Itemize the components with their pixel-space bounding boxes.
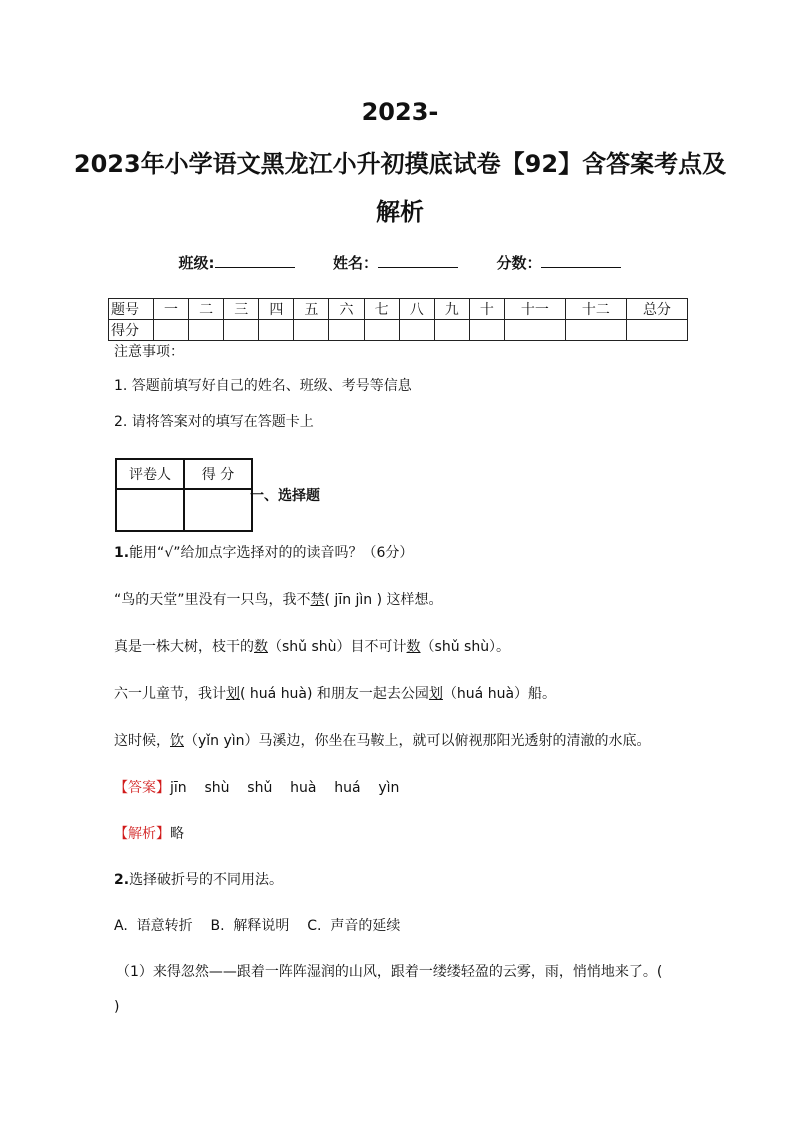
score-cell[interactable] xyxy=(259,320,294,341)
score-cell[interactable] xyxy=(565,320,626,341)
q1-line-2-marked-char: 数 xyxy=(254,639,268,655)
score-header-cell: 一 xyxy=(154,299,189,320)
section-title: 一、选择题 xyxy=(250,488,320,504)
grader-score-label: 得 分 xyxy=(184,459,252,489)
score-cell[interactable] xyxy=(399,320,434,341)
q1-line-2-marked-char: 数 xyxy=(406,639,421,655)
score-cell[interactable] xyxy=(189,320,224,341)
q1-line-1-text: “鸟的天堂”里没有一只鸟，我不 xyxy=(114,592,311,608)
grader-name-cell[interactable] xyxy=(116,489,184,531)
grader-score-cell[interactable] xyxy=(184,489,252,531)
q1-answer xyxy=(114,779,399,797)
grader-box xyxy=(115,458,253,532)
q2-stem-text: 选择破折号的不同用法。 xyxy=(129,872,284,888)
analysis-text: 略 xyxy=(170,826,184,842)
title-line-3: 解析 xyxy=(376,198,424,226)
q1-line-3-options[interactable]: （huá huà）船。 xyxy=(442,686,557,702)
score-header-cell: 三 xyxy=(224,299,259,320)
q1-line-1 xyxy=(114,591,443,609)
score-header-cell: 题号 xyxy=(109,299,154,320)
score-header-cell: 七 xyxy=(364,299,399,320)
q1-line-2-options[interactable]: （shǔ shù）。 xyxy=(420,639,511,655)
student-info xyxy=(0,252,800,273)
score-cell[interactable] xyxy=(294,320,329,341)
q1-line-4-text: 这时候， xyxy=(114,733,170,749)
title-line-2: 2023年小学语文黑龙江小升初摸底试卷【92】含答案考点及 xyxy=(73,150,727,178)
score-cell[interactable] xyxy=(434,320,469,341)
score-table-score-row xyxy=(109,320,688,341)
score-header-cell: 六 xyxy=(329,299,364,320)
score-cell[interactable] xyxy=(224,320,259,341)
q1-number: 1. xyxy=(114,545,130,561)
notice-item-2: 2. 请将答案对的填写在答题卡上 xyxy=(114,414,314,430)
score-cell[interactable] xyxy=(504,320,565,341)
score-table xyxy=(108,298,688,341)
notice-item-1: 1. 答题前填写好自己的姓名、班级、考号等信息 xyxy=(114,378,412,394)
name-blank[interactable] xyxy=(378,253,458,268)
q1-line-2-text: 真是一株大树，枝干的 xyxy=(114,639,254,655)
q1-line-1-marked-char: 禁 xyxy=(310,592,325,608)
score-header-cell: 总分 xyxy=(626,299,687,320)
score-header-cell: 十一 xyxy=(504,299,565,320)
q2-sub-question-1: （1）来得忽然——跟着一阵阵湿润的山风，跟着一缕缕轻盈的云雾，雨，悄悄地来了。( xyxy=(116,964,663,980)
q1-line-1-options[interactable]: ( jīn jìn ) 这样想。 xyxy=(324,592,443,608)
q1-line-4-options[interactable]: （yǐn yìn）马溪边，你坐在马鞍上，就可以俯视那阳光透射的清澈的水底。 xyxy=(184,733,651,749)
score-header-cell: 五 xyxy=(294,299,329,320)
name-label: 姓名： xyxy=(332,254,378,272)
score-cell[interactable] xyxy=(626,320,687,341)
q2-stem xyxy=(114,871,283,889)
analysis-label: 【解析】 xyxy=(114,826,170,842)
score-header-cell: 九 xyxy=(434,299,469,320)
score-label: 分数： xyxy=(496,254,542,272)
score-row-label: 得分 xyxy=(109,320,154,341)
score-header-cell: 四 xyxy=(259,299,294,320)
q1-line-2 xyxy=(114,638,510,656)
score-table-header-row xyxy=(109,299,688,320)
q2-number: 2. xyxy=(114,872,130,888)
q1-stem xyxy=(114,544,413,562)
q1-line-2-options[interactable]: （shǔ shù）目不可计 xyxy=(268,639,407,655)
class-blank[interactable] xyxy=(215,253,295,268)
grader-label: 评卷人 xyxy=(116,459,184,489)
score-header-cell: 二 xyxy=(189,299,224,320)
score-cell[interactable] xyxy=(329,320,364,341)
q2-sub-question-1-end[interactable]: ) xyxy=(114,999,120,1015)
score-cell[interactable] xyxy=(364,320,399,341)
score-header-cell: 八 xyxy=(399,299,434,320)
score-blank[interactable] xyxy=(541,253,621,268)
q1-line-3-text: 六一儿童节，我计 xyxy=(114,686,226,702)
q1-line-3-marked-char: 划 xyxy=(226,686,240,702)
q1-line-4 xyxy=(114,732,651,750)
score-cell[interactable] xyxy=(469,320,504,341)
title-line-1: 2023- xyxy=(361,98,439,126)
class-label: 班级: xyxy=(178,254,215,272)
score-cell[interactable] xyxy=(154,320,189,341)
q1-line-4-marked-char: 饮 xyxy=(170,733,184,749)
q1-line-3-marked-char: 划 xyxy=(428,686,443,702)
score-header-cell: 十二 xyxy=(565,299,626,320)
q1-analysis xyxy=(114,825,184,843)
answer-label: 【答案】 xyxy=(114,780,170,796)
score-header-cell: 十 xyxy=(469,299,504,320)
q2-options: A. 语意转折 B. 解释说明 C. 声音的延续 xyxy=(114,918,401,934)
q1-stem-text: 能用“√”给加点字选择对的的读音吗？（6分） xyxy=(129,545,414,561)
answer-text: jīn shù shǔ huà huá yìn xyxy=(170,780,400,796)
notice-heading: 注意事项： xyxy=(114,344,184,360)
q1-line-3-options[interactable]: ( huá huà) 和朋友一起去公园 xyxy=(240,686,429,702)
q1-line-3 xyxy=(114,685,556,703)
